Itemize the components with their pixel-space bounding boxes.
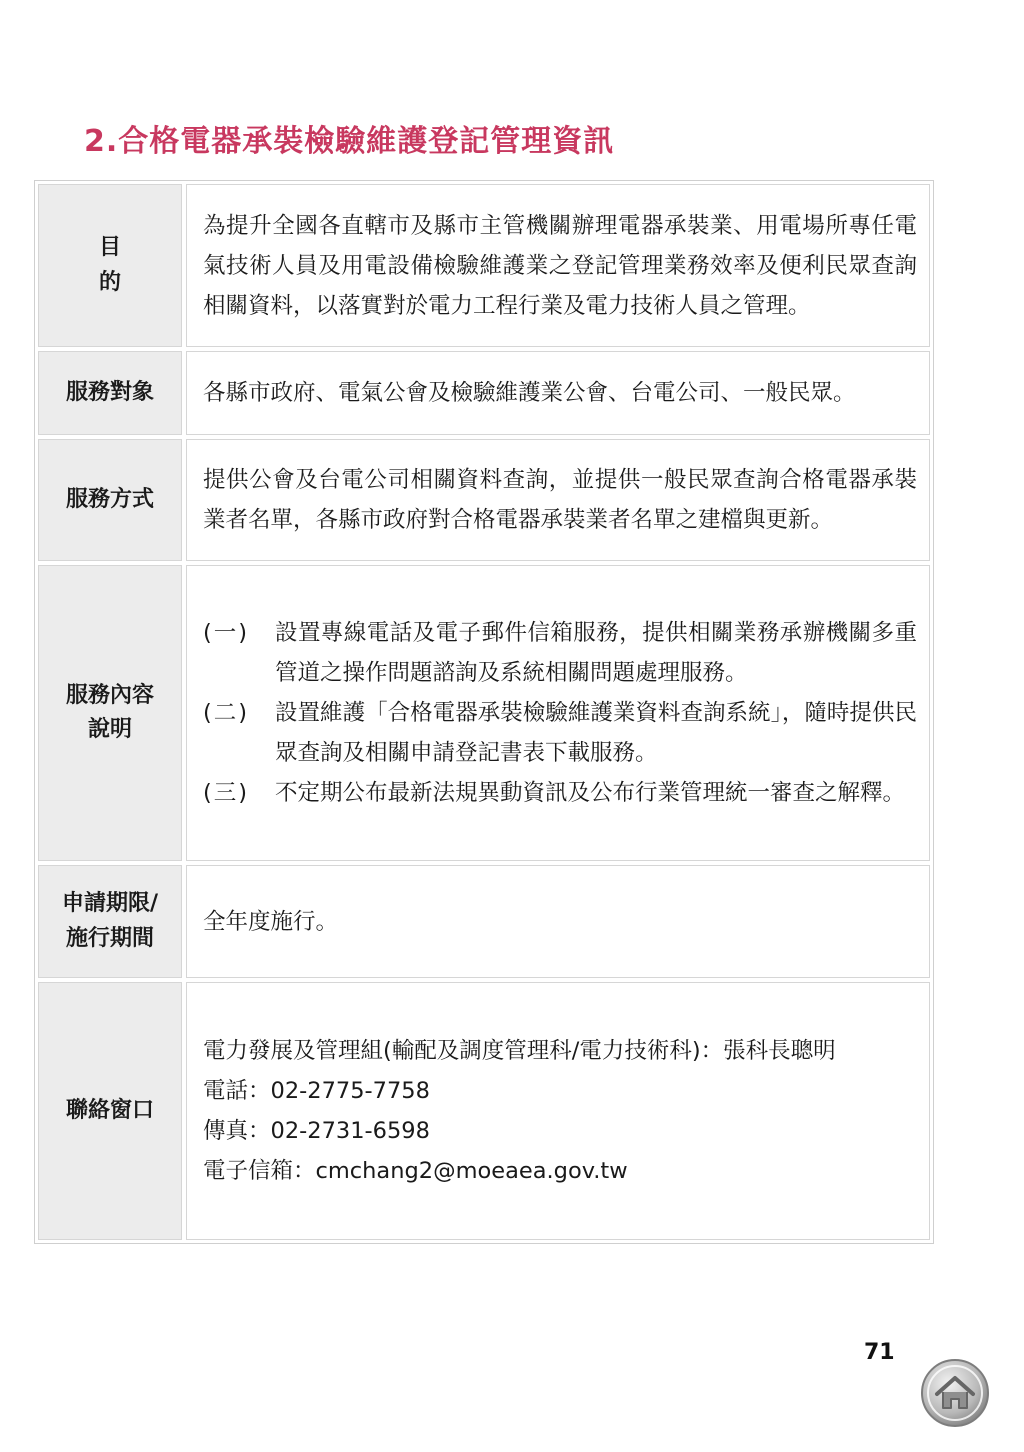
row-label: 服務方式	[38, 439, 182, 561]
home-icon	[920, 1358, 990, 1428]
list-text: 設置專線電話及電子郵件信箱服務，提供相關業務承辦機關多重管道之操作問題諮詢及系統相關問題處理服務。	[275, 620, 917, 686]
list-item	[203, 693, 917, 773]
row-label-line: 施行期間	[65, 925, 154, 951]
row-content: 各縣市政府、電氣公會及檢驗維護業公會、台電公司、一般民眾。	[186, 351, 930, 435]
row-label: 目的	[38, 184, 182, 347]
row-label-line: 說明	[87, 717, 132, 742]
row-label: 服務對象	[38, 351, 182, 435]
page-number: 71	[864, 1340, 895, 1365]
list-text: 設置維護「合格電器承裝檢驗維護業資料查詢系統」，隨時提供民眾查詢及相關申請登記書表下載服務。	[275, 700, 917, 766]
table-row-service-target	[38, 351, 930, 435]
list-item	[203, 613, 917, 693]
contact-email[interactable]: 電子信箱：cmchang2@moeaea.gov.tw	[203, 1158, 628, 1184]
list-marker: (三)	[203, 780, 250, 806]
contact-fax: 傳真：02-2731-6598	[203, 1118, 430, 1144]
row-content: 為提升全國各直轄市及縣市主管機關辦理電器承裝業、用電場所專任電氣技術人員及用電設備檢驗維護業之登記管理業務效率及便利民眾查詢相關資料，以落實對於電力工程行業及電力技術人員之管理。	[186, 184, 930, 347]
contact-phone: 電話：02-2775-7758	[203, 1078, 430, 1104]
info-table	[34, 180, 934, 1244]
list-marker: (二)	[203, 700, 250, 726]
contact-unit: 電力發展及管理組(輸配及調度管理科/電力技術科)：張科長聰明	[203, 1038, 836, 1064]
row-label	[38, 565, 182, 861]
table-row-purpose	[38, 184, 930, 347]
row-label	[38, 865, 182, 978]
table-row-service-method	[38, 439, 930, 561]
table-row-contact	[38, 982, 930, 1240]
row-label: 聯絡窗口	[38, 982, 182, 1240]
list-item	[203, 773, 917, 813]
row-label-line: 申請期限/	[61, 891, 159, 917]
row-label-line: 服務內容	[65, 682, 154, 708]
table-row-period	[38, 865, 930, 978]
row-content: 全年度施行。	[186, 865, 930, 978]
page-title: 2.合格電器承裝檢驗維護登記管理資訊	[84, 124, 615, 159]
row-content: 提供公會及台電公司相關資料查詢，並提供一般民眾查詢合格電器承裝業者名單，各縣市政府對合格電器承裝業者名單之建檔與更新。	[186, 439, 930, 561]
row-content	[186, 565, 930, 861]
list-marker: (一)	[203, 620, 250, 646]
table-row-service-content	[38, 565, 930, 861]
row-content	[186, 982, 930, 1240]
home-button[interactable]	[920, 1358, 990, 1428]
list-text: 不定期公布最新法規異動資訊及公布行業管理統一審查之解釋。	[275, 780, 906, 806]
